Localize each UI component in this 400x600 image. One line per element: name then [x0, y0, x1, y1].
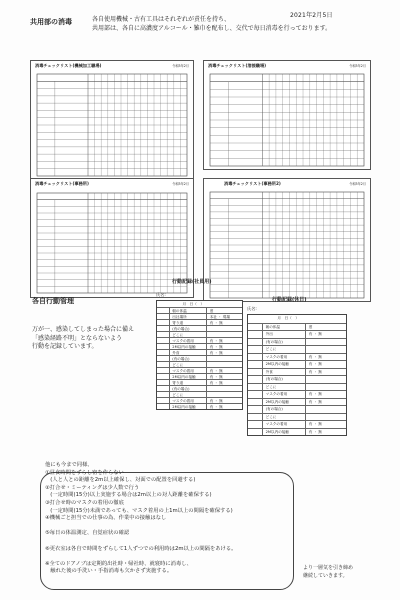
checklist-document — [203, 60, 371, 170]
activity-record-form — [156, 300, 243, 410]
record-row-label: 朝の体温 — [265, 324, 280, 329]
record-row-label: マスクの着用 — [172, 339, 194, 343]
record-title: 行動記録(社員用) — [172, 279, 212, 285]
record-row-value: 有 ・ 無 — [209, 369, 223, 373]
checklist-document — [203, 178, 371, 302]
record-row-value: 有 ・ 無 — [308, 362, 322, 366]
checklist-document — [30, 178, 194, 298]
record-row-label: 朝の体温 — [172, 309, 187, 313]
checklist-date: 令和3年2月 — [349, 64, 366, 68]
checklist-date: 令和3年2月 — [349, 182, 366, 186]
record-row-label: 2M以内の接触 — [172, 375, 196, 379]
checklist-grid — [31, 179, 193, 297]
record-row-value: 有 ・ 無 — [209, 381, 223, 385]
checklist-title: 消毒チェックリスト(溶接職場) — [208, 63, 267, 68]
record-row-value: 有 ・ 無 — [209, 321, 223, 325]
record-row-value: 有 ・ 無 — [308, 422, 322, 426]
checklist-date: 令和3年2月 — [172, 64, 189, 68]
checklist-grid — [204, 179, 370, 301]
record-row-label: 2M以内の接触 — [265, 399, 289, 404]
record-row-label: 月 日（ ） — [277, 316, 299, 320]
record-row-label: どこに — [172, 333, 184, 337]
activity-intro: 万が一、感染してしまった場合に備え 「感染経路不明」とならないよう 行動を記録しています。 — [32, 326, 135, 350]
record-column-divider — [262, 323, 263, 436]
record-row-label: マスクの着用 — [172, 369, 194, 373]
record-row-value: 有 ・ 無 — [308, 399, 322, 404]
record-row-label: どこに — [265, 414, 277, 419]
record-row-label: 寄り道 — [172, 321, 184, 325]
record-row-label: 出社場所 — [172, 315, 187, 319]
record-row-label: マスクの着用 — [265, 422, 288, 426]
record-row-label: 外食 — [172, 351, 180, 355]
record-name-label: 氏名: — [247, 306, 257, 311]
record-row-label: 月 日（ ） — [182, 302, 205, 306]
record-row-label: 外食 — [265, 369, 273, 374]
section-title-disinfection: 共用部の消毒 — [30, 18, 72, 26]
record-row-label: (有の場合) — [265, 377, 283, 381]
record-row-label: (有の場合) — [265, 407, 283, 411]
record-row-value: 有 ・ 無 — [209, 339, 223, 343]
record-row-value: 有 ・ 無 — [209, 351, 223, 355]
record-row-value: 本社 ・ 現場 — [209, 315, 230, 319]
record-row-label: 2M以内の接触 — [172, 405, 196, 409]
record-row-label: (有の場合) — [172, 387, 190, 391]
checklist-title: 消毒チェックリスト(事務所2) — [224, 181, 281, 186]
record-row-value: 有 ・ 無 — [209, 399, 223, 403]
checklist-date: 令和3年2月 — [172, 182, 189, 186]
closing-remark: より一層気を引き締め 継続していきます。 — [303, 565, 354, 579]
record-row-label: 2M以内の接触 — [265, 429, 289, 434]
record-row — [248, 315, 346, 323]
record-column-divider — [169, 307, 170, 409]
record-row-label: (有の場合) — [172, 357, 190, 361]
record-row-label: 2M以内の接触 — [265, 362, 289, 366]
record-row-value: 有 ・ 無 — [209, 405, 223, 409]
record-row-value: 有 ・ 無 — [209, 345, 223, 349]
record-column-divider — [206, 307, 207, 409]
record-row-label: 寄り道 — [172, 381, 184, 385]
record-title: 行動記録(休日) — [272, 297, 307, 303]
checklist-document — [30, 60, 194, 180]
record-row-value: 有 ・ 無 — [308, 332, 322, 336]
checklist-grid — [31, 61, 193, 179]
checklist-grid — [204, 61, 370, 169]
record-row-value: 有 ・ 無 — [308, 429, 322, 434]
disinfection-intro: 各自使用機械・古有工具はそれぞれが責任を持ち、 共用部は、各自に高濃度アルコール・雑巾を配布し、交代で毎日消毒を行っております。 — [92, 16, 332, 32]
record-row-label: どこに — [265, 347, 277, 351]
record-name-label: 氏名: — [156, 292, 166, 297]
record-column-divider — [305, 323, 306, 436]
record-row-value: 有 ・ 無 — [209, 375, 223, 379]
document-date: 2021年2月5日 — [290, 12, 333, 19]
record-row-value: 有 ・ 無 — [308, 369, 322, 374]
record-row-label: マスクの着用 — [172, 399, 194, 403]
record-row-value: 度 — [308, 324, 313, 329]
rules-list: 他にも今まで同様、 ①昼食時間をずらし密を作らない (人と人との距離を2m以上確保し、対面での配置を回避する) ②打合せ・ミーティングは少人数で行う (一定時間(15分)以上実施する場合は2m以上の対人距離を確保する) ③打合せ時のマスクの着用の徹底 (一定時間(15分)未満であっても、マスク着用の上1m以上の間隔を確保する) ④機械ごと担当での仕事の為、作業中の接触はなし ⑤毎日の体温測定、自覚症状の確認 ⑥更衣室は各自で時間をずらして1人ずつでの利用時は2m以上の間隔をあける。 ※全てのドアノブは定期的出社時・帰社時、就寝時に消毒し、 触れた後の手洗い・手指消毒も欠かさず実施する。 — [45, 462, 237, 575]
record-row-value: 有 ・ 無 — [308, 392, 322, 396]
record-row-label: 外出 — [265, 332, 273, 336]
checklist-title: 消毒チェックリスト(事務所) — [35, 181, 89, 186]
grid-frame — [37, 193, 187, 293]
record-row-label: (有の場合) — [265, 339, 283, 344]
record-row-label: どこに — [172, 363, 184, 367]
record-row-value: 有 ・ 無 — [308, 354, 322, 359]
record-row-label: (有の場合) — [172, 327, 190, 331]
section-title-activity: 各自行動管理 — [32, 297, 74, 305]
checklist-title: 消毒チェックリスト(機械加工職場) — [35, 63, 102, 68]
activity-record-form — [247, 314, 347, 436]
record-row-label: マスクの着用 — [265, 392, 288, 396]
record-row-label: 2M以内の接触 — [172, 345, 196, 349]
record-row-label: どこに — [265, 384, 277, 389]
record-row-label: マスクの着用 — [265, 354, 288, 359]
record-row-value: 度 — [209, 309, 214, 313]
record-row-label: どこに — [172, 393, 184, 397]
